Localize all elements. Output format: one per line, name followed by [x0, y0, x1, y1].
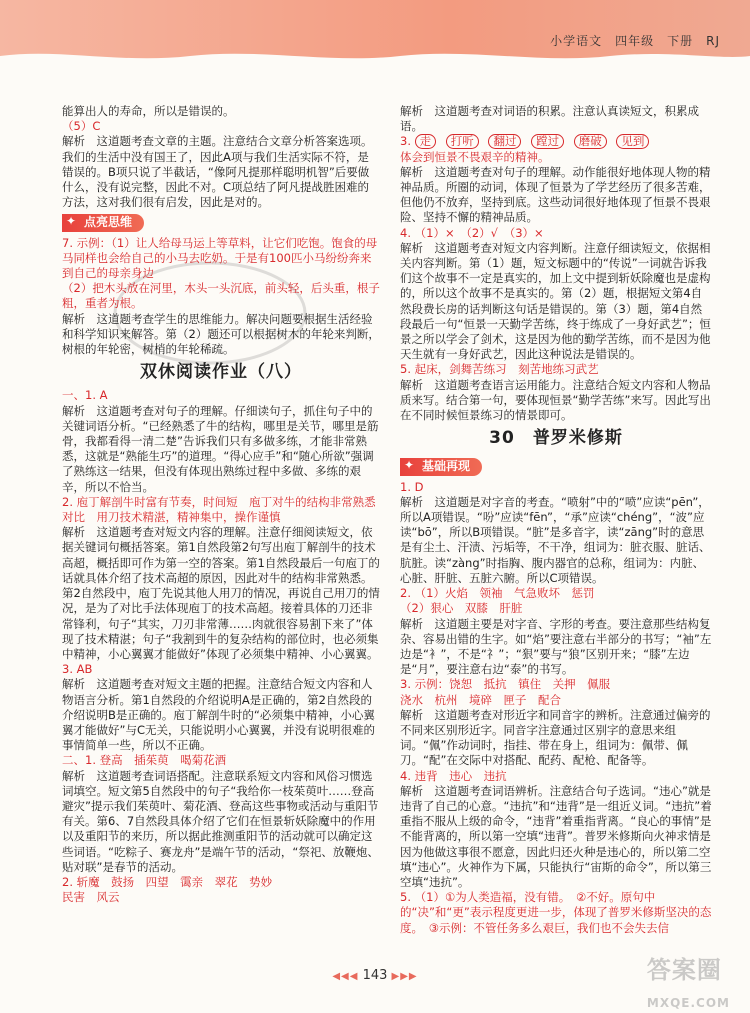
right-r3p: 解析 这道题考查对句子的理解。动作能很好地体现人物的精神品质。所圈的动词，体现了恒景为了学艺经历了很多苦难，但他仍不放弃，坚持到底。这些动词很好地体现了恒景不畏艰险、坚持不懈的精神品质。: [400, 164, 711, 225]
right-q3a: 3. 示例：饶恕 抵抗 镇住 关押 佩服: [400, 677, 611, 692]
left-s4: 二、1. 登高 插茱萸 喝菊花酒: [62, 753, 227, 768]
right-q3b: 浇水 杭州 境碎 匣子 配合: [400, 692, 561, 707]
prev-arrows-icon: ◀◀◀: [332, 971, 359, 982]
right-q5: 5. （1）①为人类造福，没有错。 ②不好。原句中的“决”和“更”表示程度更进一步，体现了普罗米修斯坚决的态度。 ③示例：不管任务多么艰巨，我们也不会失去信: [400, 890, 712, 935]
watermark-text: 答案圈: [646, 956, 722, 984]
left-column: [62, 104, 388, 905]
right-q3p: 解析 这道题考查对形近字和同音字的辨析。注意通过偏旁的不同来区别形近字。同音字注意通过区别字的意思来组词。“佩”作动词时，指挂、带在身上，组词为：佩带、佩刀。“配”在交际中对搭配、配药、配枪、配备等。: [400, 707, 711, 768]
circled-word: 打听: [446, 134, 479, 149]
right-r3: 体会到恒景不畏艰辛的精神。: [400, 149, 550, 164]
right-q2b: （2）狠心 双膝 肝脏: [400, 601, 523, 616]
left-s5b: 民害 风云: [62, 890, 120, 905]
page-footer: [0, 968, 750, 983]
section-banner-thinking: [62, 214, 144, 231]
banner-label: 点亮思维: [84, 215, 133, 230]
section-banner-basics: [400, 458, 482, 475]
right-r4p: 解析 这道题考查对短文内容判断。注意仔细读短文，依据相关内容判断。第（1）题，短文标题中的“传说”一词就告诉我们这个故事不一定是真实的，加上文中提到斩妖除魔也是虚构的，所以这个故事不是真实的。第（2）题，根据短文第4自然段费长房的话判断这句话是错误的。第（3）题，第4自然段最后一句“恒景一天勤学苦练，终于练成了一身好武艺”；恒景之所以学会了剑术，这是因为他的勤学苦练，而不是因为他天生就有一身好武艺，因此这种说法是错误的。: [400, 240, 711, 362]
circled-word: 见到: [616, 134, 649, 149]
left-p2: 解析 这道题考查文章的主题。注意结合文章分析答案选项。我们的生活中没有国王了，因此A项与我们生活实际不符，是错误的。B项只说了半截话，“像阿凡提那样聪明机智”后要做什么，没有说完整，因此不对。C项总结了阿凡提战胜困难的方法，这对我们很有启发，因此是对的。: [62, 134, 373, 210]
lesson-title: 30 普罗米修斯: [489, 428, 623, 449]
left-q7b: （2）把木头放在河里，木头一头沉底，前头轻，后头重，根子粗，重者为根。: [62, 281, 380, 311]
right-r4: 4. （1）× （2）√ （3）×: [400, 225, 544, 240]
page-number: 143: [362, 968, 388, 983]
left-s3: 3. AB: [62, 662, 93, 677]
watermark-logo: [647, 950, 730, 1013]
circled-word: 磨破: [574, 134, 607, 149]
right-q1: 1. D: [400, 479, 424, 494]
left-q7a: 7. 示例：（1）让人给母马运上等草料，让它们吃饱。饱食的母马同样也会给自己的小马去吃奶。于是有100匹小马纷纷奔来到自己的母亲身边: [62, 235, 378, 281]
right-q1p: 解析 这道题是对字音的考查。“喷射”中的“喷”应读“pēn”，所以A项错误。“吩”应读“fēn”，“承”应读“chéng”，“波”应读“bō”，所以B项错误。“脏”是多音字，读“zāng”时的意思是有尘土、汗渍、污垢等，不干净，组词为：脏衣服、脏话、肮脏。读“zàng”时指胸、腹内器官的总称，组词为：内脏、心脏、肝脏、五脏六腑。所以C项错误。: [400, 494, 711, 585]
right-r5: 5. 起床，剑舞苦练习 刻苦地练习武艺: [400, 362, 599, 377]
watermark-sub: MXQE.COM: [646, 996, 730, 1010]
left-s3p: 解析 这道题考查对短文主题的把握。注意结合短文内容和人物语言分析。第1自然段的介绍说明A是正确的，第2自然段的介绍说明B是正确的。庖丁解剖牛时的“必须集中精神，小心翼翼才能做好”与C无关，只能说明小心翼翼，并没有说明很难的事情简单一些，所以不正确。: [62, 677, 375, 753]
left-s2p: 解析 这道题考查对短文内容的理解。注意仔细阅读短文，依据关键词句概括答案。第1自然段第2句写出庖丁解剖牛的技术高超，概括即可作为第一空的答案。第1自然段最后一句庖丁的话就具体介绍了技术高超的原因，因此对牛的结构非常熟悉。第2自然段中，庖丁先说其他人用刀的情况，再说自己用刀的情况，是为了对比手法体现庖丁的技术高超。接着具体的刀还非常锋利，句子“其实，刀刃非常薄……肉就很容易割下来了”体现了技术精湛；句子“我割到牛的复杂结构的部位时，也必须集中精神，小心翼翼才能做好”体现了必须集中精神、小心翼翼。: [62, 525, 380, 661]
banner-label: 基础再现: [422, 459, 471, 474]
header-wave: [0, 46, 750, 66]
left-p1: 能算出人的寿命，所以是错误的。: [62, 104, 235, 118]
right-r2-label: 3.: [400, 134, 411, 149]
left-p1b: （5）C: [62, 119, 101, 134]
right-column: [400, 104, 712, 936]
star-icon: ✦: [66, 214, 77, 229]
left-s1p: 解析 这道题考查对句子的理解。仔细读句子，抓住句子中的关键词语分析。“已经熟悉了牛的结构，哪里是关节，哪里是筋骨，我都看得一清二楚”告诉我们只有多做多练，才能非常熟悉，这就是“熟能生巧”的道理。“得心应手”和“随心所欲”强调了熟练这一结果，但没有体现出熟练过程中多做、多练的艰辛，所以不恰当。: [62, 403, 379, 494]
right-q2p: 解析 这道题主要是对字音、字形的考查。要注意那些结构复杂、容易出错的生字。如“焰”要注意右半部分的书写；“袖”左边是“衤”，不是“礻”；“狠”要与“狼”区别开来；“膝”左边是“月”，要注意右边“泰”的书写。: [400, 616, 712, 677]
right-q2a: 2. （1）火焰 领袖 气急败坏 惩罚: [400, 586, 595, 601]
section-title: 双休阅读作业（八）: [140, 362, 302, 383]
left-s1: 一、1. A: [62, 388, 108, 403]
right-r1: 解析 这道题考查对词语的积累。注意认真读短文，积累成语。: [400, 104, 699, 134]
circled-word: 走: [415, 134, 437, 149]
circled-word: 翻过: [488, 134, 521, 149]
header-title: 小学语文 四年级 下册 RJ: [550, 34, 720, 48]
right-r5p: 解析 这道题考查语言运用能力。注意结合短文内容和人物品质来写。结合第一句，要体现恒景“勤学苦练”来写。因此写出在不同时候恒景练习的情景即可。: [400, 377, 711, 423]
next-arrows-icon: ▶▶▶: [391, 971, 418, 982]
left-s4p: 解析 这道题考查词语搭配。注意联系短文内容和风俗习惯选词填空。短文第5自然段中的句子“我给你一枝茱萸叶……登高避灾”提示我们茱萸叶、菊花酒、登高这些事物或活动与重阳节有关。第6、7自然段具体介绍了它们在恒景斩妖除魔中的作用以及重阳节的来历，所以据此推测重阳节的活动就可以确定这些词语。“吃粽子、赛龙舟”是端午节的活动，“祭祀、放鞭炮、贴对联”是春节的活动。: [62, 768, 379, 874]
star-icon: ✦: [404, 458, 415, 473]
left-s2: 2. 庖丁解剖牛时富有节奏，时间短 庖丁对牛的结构非常熟悉 对比 用刀技术精湛，精神集中，操作谨慎: [62, 494, 388, 525]
circled-word: 蹚过: [531, 134, 564, 149]
right-r2: [400, 134, 712, 149]
right-q4p: 解析 这道题考查词语辨析。注意结合句子选词。“违心”就是违背了自己的心意。“违抗”和“违背”是一组近义词。“违抗”着重指不服从上级的命令，“违背”着重指背离。“良心的事情”是不能背离的，所以第一空填“违背”。普罗米修斯向火神求情是因为他做这事很不愿意，因此归还火种是违心的，所以第二空填“违心”。火神作为下属，只能执行“宙斯的命令”，所以第三空填“违抗”。: [400, 783, 712, 889]
right-q4: 4. 违背 违心 违抗: [400, 768, 507, 783]
left-p3: 解析 这道题考查学生的思维能力。解决问题要根据生活经验和科学知识来解答。第（2）题还可以根据树木的年轮来判断，树根的年轮密，树梢的年轮稀疏。: [62, 311, 380, 357]
left-s5: 2. 斩魔 鼓扬 四望 霭亲 翠花 势妙: [62, 874, 273, 889]
page-header: [0, 0, 750, 62]
